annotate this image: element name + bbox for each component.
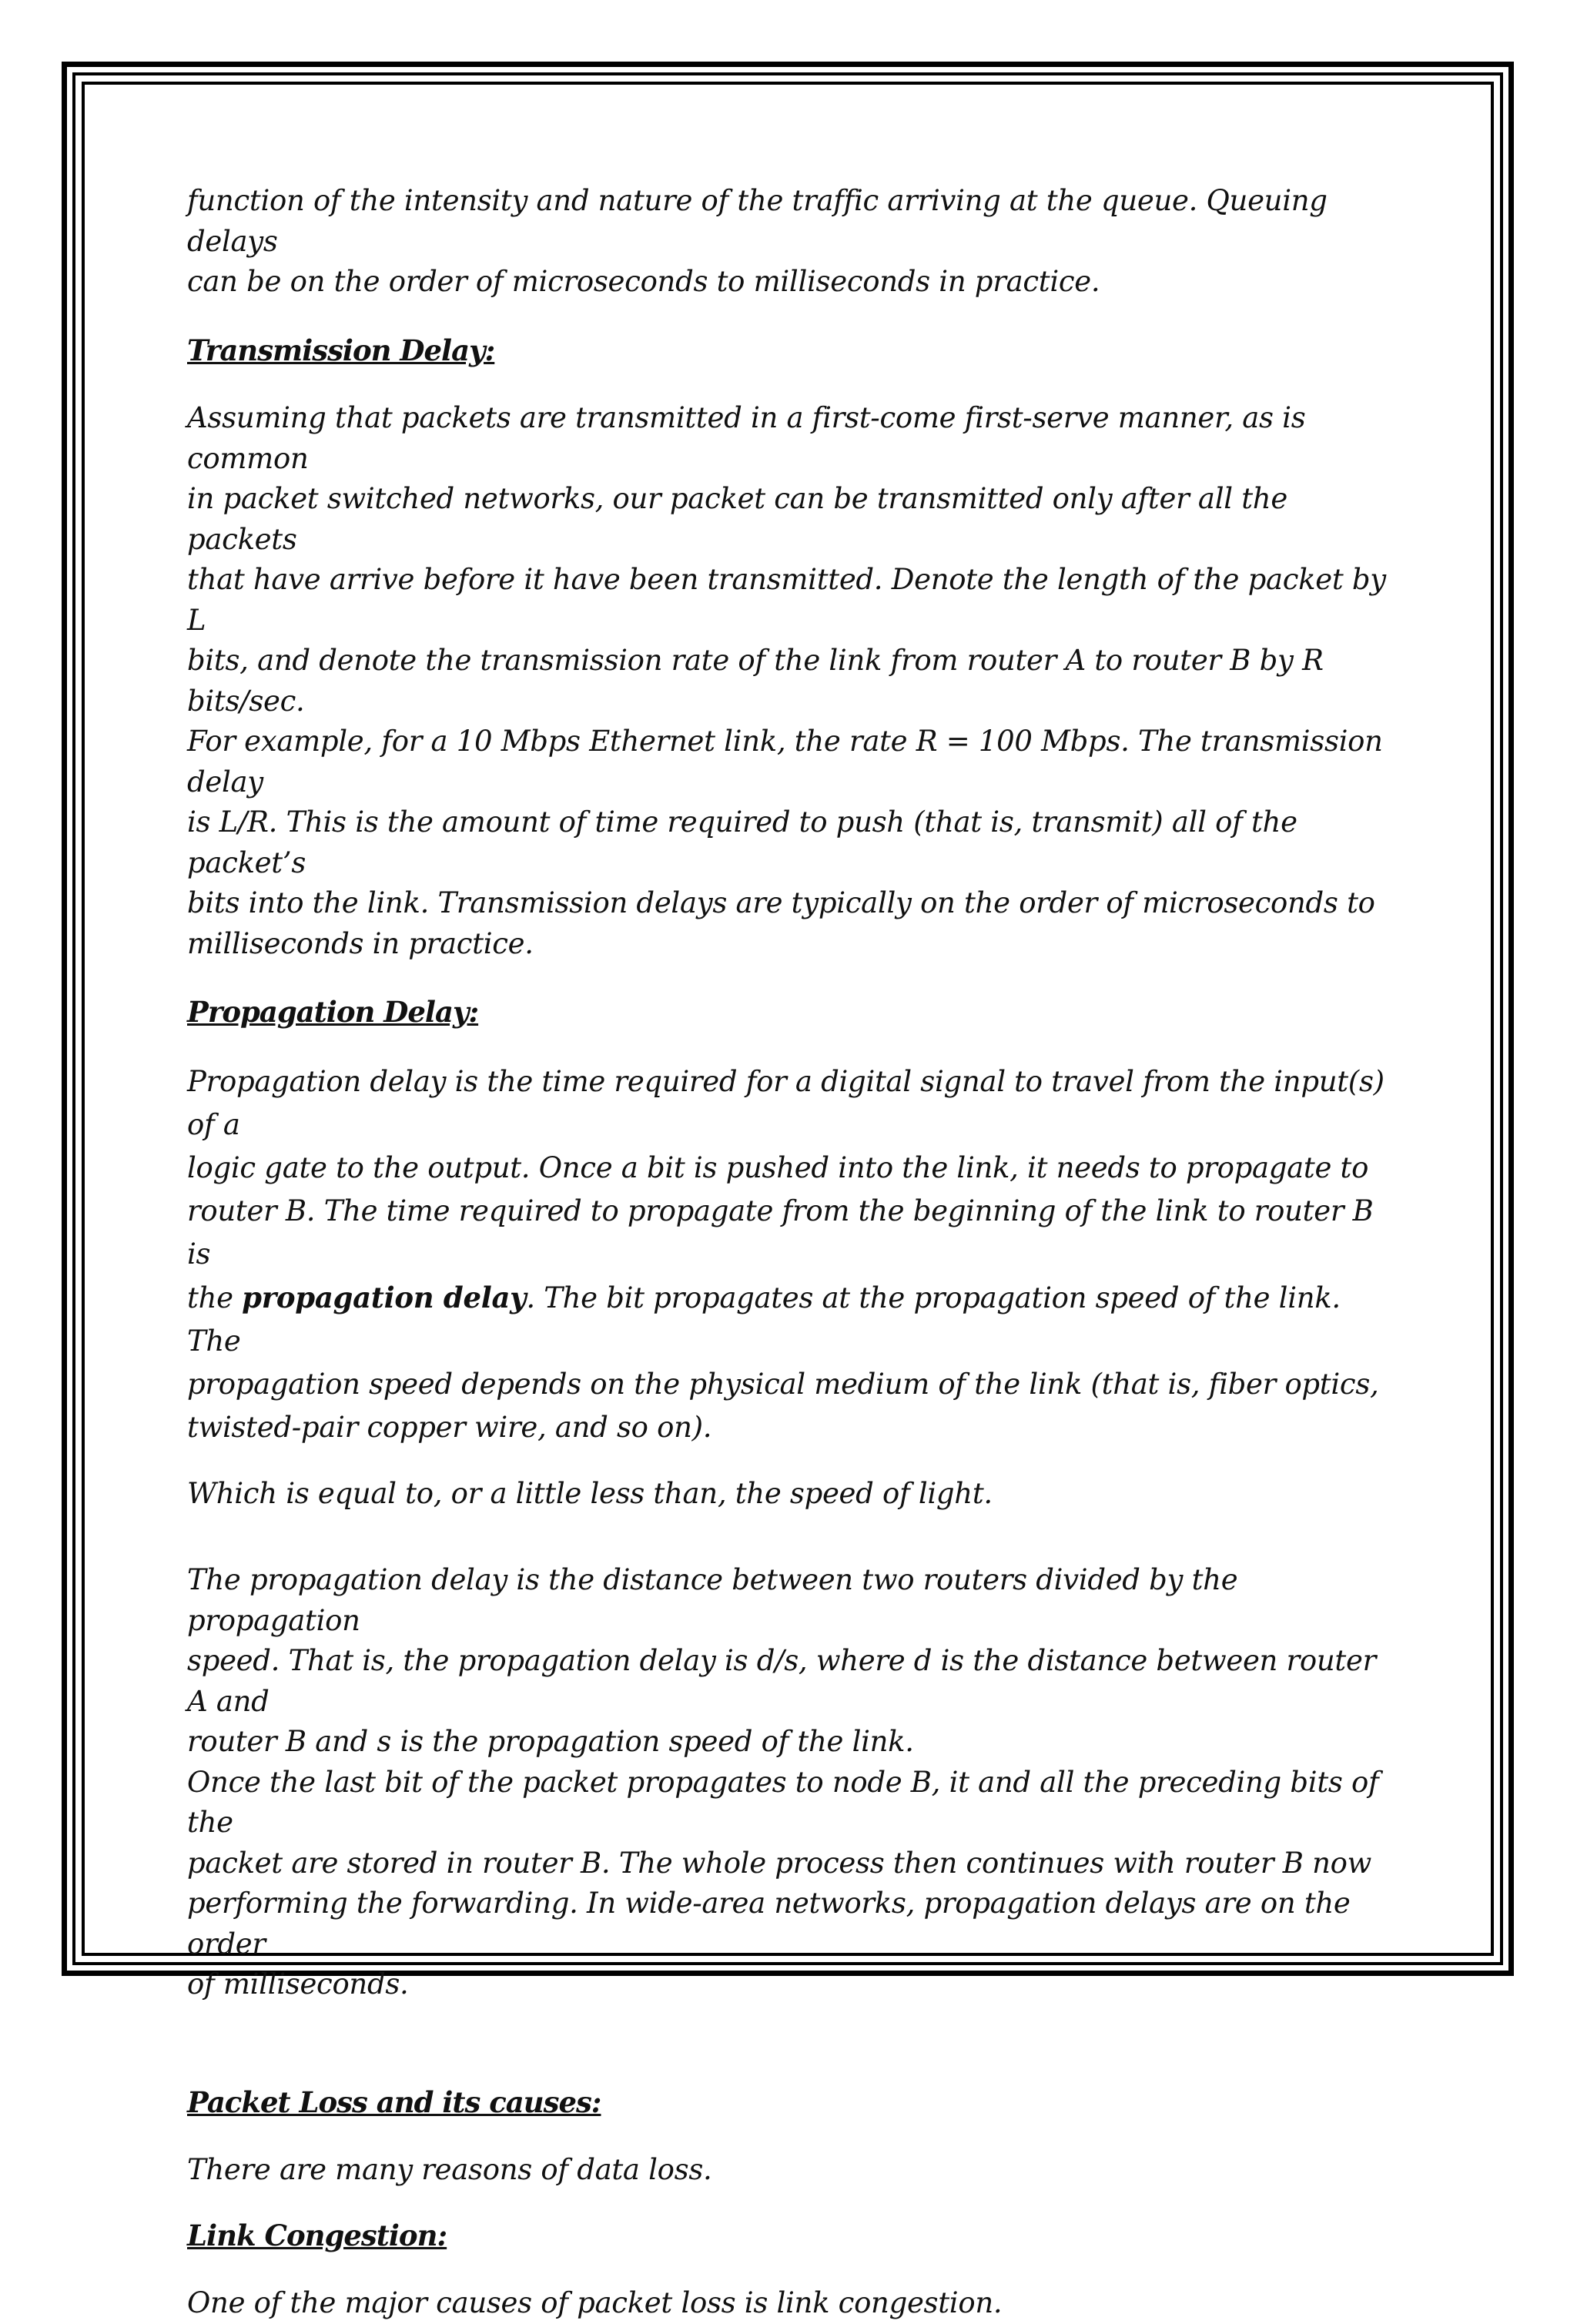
text-line: Assuming that packets are transmitted in a first-come first-serve manner, as is common [187, 401, 1306, 475]
text-line: For example, for a 10 Mbps Ethernet link, the rate R = 100 Mbps. The transmission delay [187, 725, 1383, 799]
text-line: speed. That is, the propagation delay is d/s, where d is the distance between router A and [187, 1644, 1376, 1718]
text-line: propagation speed depends on the physical medium of the link (that is, fiber optics, [187, 1367, 1379, 1401]
text-line: router B. The time required to propagate from the beginning of the link to router B is [187, 1194, 1374, 1271]
transmission-delay-paragraph [187, 398, 1396, 964]
text-line: function of the intensity and nature of the traffic arriving at the queue. Queuing delays [187, 184, 1328, 258]
propagation-delay-heading: Propagation Delay: [187, 995, 479, 1029]
text-line: performing the forwarding. In wide-area networks, propagation delays are on the order [187, 1887, 1351, 1961]
text-line: is L/R. This is the amount of time required to push (that is, transmit) all of the packet’s [187, 805, 1297, 879]
link-congestion-heading: Link Congestion: [187, 2218, 447, 2252]
page-content [187, 181, 1396, 2324]
text-line: Propagation delay is the time required for a digital signal to travel from the input(s) of a [187, 1064, 1384, 1141]
text-line: can be on the order of microseconds to milliseconds in practice. [187, 265, 1100, 298]
text-line: that have arrive before it have been transmitted. Denote the length of the packet by L [187, 563, 1386, 637]
packet-loss-text: There are many reasons of data loss. [187, 2153, 712, 2186]
text-line: logic gate to the output. Once a bit is pushed into the link, it needs to propagate to [187, 1150, 1369, 1184]
text-line: bits, and denote the transmission rate of the link from router A to router B by R bits/sec. [187, 644, 1324, 718]
text-line: The propagation delay is the distance between two routers divided by the propagation [187, 1563, 1238, 1637]
text-segment: the [187, 1281, 243, 1314]
propagation-delay-paragraph [187, 1060, 1396, 1449]
link-congestion-text: One of the major causes of packet loss is link congestion. [187, 2286, 1003, 2319]
intro-paragraph [187, 181, 1396, 303]
packet-loss-heading: Packet Loss and its causes: [187, 2085, 601, 2119]
text-line: twisted-pair copper wire, and so on). [187, 1410, 712, 1444]
text-line: packet are stored in router B. The whole process then continues with router B now [187, 1846, 1371, 1880]
distance-paragraph [187, 1560, 1396, 2005]
text-line: in packet switched networks, our packet can be transmitted only after all the packets [187, 482, 1287, 556]
text-segment: . The bit propagates at the propagation speed of the link. The [187, 1281, 1341, 1358]
text-line: Once the last bit of the packet propagates to node B, it and all the preceding bits of the [187, 1765, 1379, 1839]
text-line [187, 1276, 1396, 1363]
text-line: bits into the link. Transmission delays are typically on the order of microseconds to [187, 886, 1375, 919]
speed-of-light-line: Which is equal to, or a little less than, the speed of light. [187, 1476, 993, 1510]
text-line: router B and s is the propagation speed of the link. [187, 1725, 914, 1758]
bold-term: propagation delay [242, 1280, 527, 1314]
text-line: milliseconds in practice. [187, 926, 534, 960]
transmission-delay-heading: Transmission Delay: [187, 333, 495, 367]
text-line: of milliseconds. [187, 1967, 409, 2001]
